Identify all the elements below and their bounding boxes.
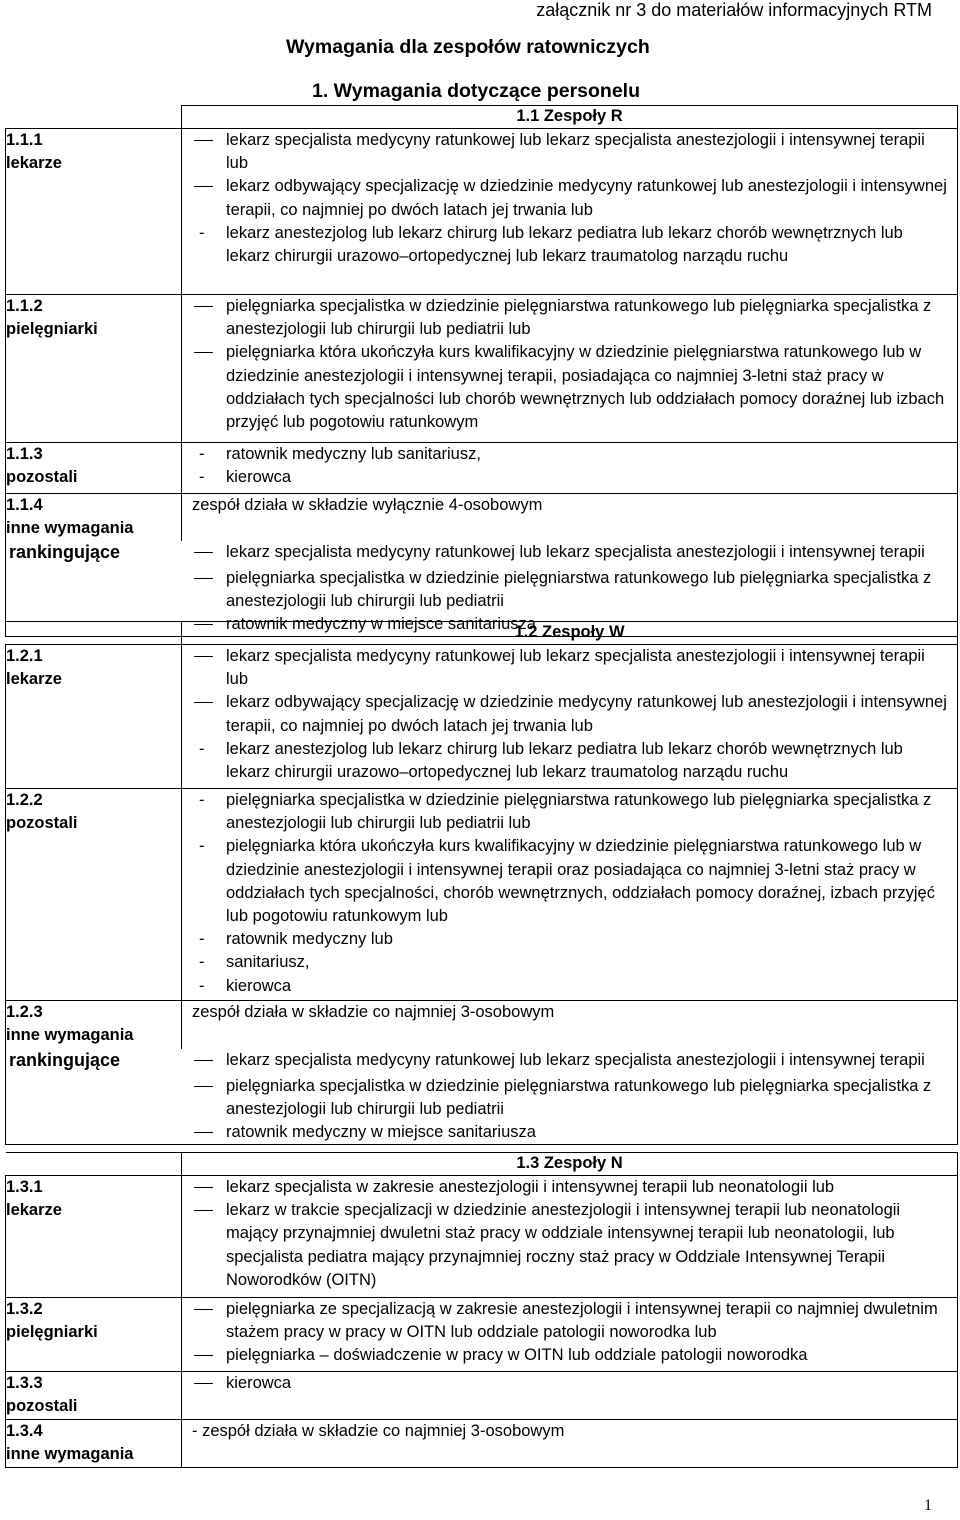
row-content <box>182 1372 958 1420</box>
row-label <box>6 1176 182 1298</box>
attachment-note: załącznik nr 3 do materiałów informacyjnych RTM <box>536 0 932 20</box>
row-label <box>6 443 182 494</box>
list-item: - kierowca <box>182 975 957 998</box>
team-title-cell <box>6 622 182 645</box>
row-label <box>6 1372 182 1420</box>
list-item: lekarz odbywający specjalizację w dziedzinie medycyny ratunkowej lub anestezjologii i intensywnej terapii, co najmniej po dwóch latach jej trwania lub <box>182 691 957 737</box>
row-label <box>6 645 182 789</box>
list-item: - lekarz anestezjolog lub lekarz chirurg lub lekarz pediatra lub lekarz chorób wewnętrznych lub lekarz chirurgii urazowo–ortopedycznej lub lekarz traumatolog narządu ruchu <box>182 738 957 784</box>
row-content <box>182 645 958 789</box>
row-number: 1.3.4 <box>6 1422 43 1440</box>
row-number: 1.3.2 <box>6 1300 43 1318</box>
section-heading: 1. Wymagania dotyczące personelu <box>312 80 641 102</box>
team-r-table <box>5 105 958 637</box>
ranking-row <box>6 1049 958 1145</box>
row-label <box>6 295 182 443</box>
list-item: - lekarz anestezjolog lub lekarz chirurg lub lekarz pediatra lub lekarz chorób wewnętrznych lub lekarz chirurgii urazowo–ortopedycznej lub lekarz traumatolog narządu ruchu <box>182 222 957 268</box>
row-name: lekarze <box>6 670 62 688</box>
list-item: lekarz specjalista medycyny ratunkowej lub lekarz specjalista anestezjologii i intensywnej terapii lub <box>182 129 957 175</box>
list-item: lekarz specjalista medycyny ratunkowej lub lekarz specjalista anestezjologii i intensywnej terapii <box>182 1049 957 1072</box>
row-number: 1.1.3 <box>6 445 43 463</box>
row-name: inne wymagania <box>6 1026 134 1044</box>
team-size-note: - zespół działa w składzie co najmniej 3-osobowym <box>192 1422 565 1440</box>
list-item: pielęgniarka ze specjalizacją w zakresie anestezjologii i intensywnej terapii co najmniej dwuletnim stażem pracy w pracy w OITN lub oddziale patologii noworodka lub <box>182 1298 957 1344</box>
list-item: - pielęgniarka specjalistka w dziedzinie pielęgniarstwa ratunkowego lub pielęgniarka specjalistka z anestezjologii lub chirurgii lub pediatrii lub <box>182 789 957 835</box>
list-item: ratownik medyczny w miejsce sanitariusza <box>182 1121 957 1144</box>
team-title-cell <box>6 106 182 129</box>
row-content <box>182 494 958 541</box>
list-item: lekarz specjalista w zakresie anestezjologii i intensywnej terapii lub neonatologii lub <box>182 1176 957 1199</box>
row-number: 1.3.3 <box>6 1374 43 1392</box>
row-name: pozostali <box>6 468 78 486</box>
row-content <box>182 443 958 494</box>
row-label <box>6 789 182 1001</box>
row-name: pozostali <box>6 814 78 832</box>
page-number: 1 <box>924 1497 932 1514</box>
list-item: pielęgniarka specjalistka w dziedzinie pielęgniarstwa ratunkowego lub pielęgniarka specjalistka z anestezjologii lub chirurgii lub pediatrii <box>182 567 957 613</box>
team-w-table <box>5 621 958 1145</box>
team-size-note: zespół działa w składzie co najmniej 3-osobowym <box>192 1003 555 1021</box>
row-number: 1.3.1 <box>6 1178 43 1196</box>
list-item: - ratownik medyczny lub sanitariusz, <box>182 443 957 466</box>
row-content <box>182 1420 958 1468</box>
row-number: 1.2.3 <box>6 1003 43 1021</box>
team-size-note: zespół działa w składzie wyłącznie 4-osobowym <box>192 496 543 514</box>
row-name: lekarze <box>6 1201 62 1219</box>
ranking-label: rankingujące <box>9 541 121 562</box>
row-label <box>6 494 182 541</box>
row-content <box>182 295 958 443</box>
row-content <box>182 129 958 295</box>
list-item: pielęgniarka specjalistka w dziedzinie pielęgniarstwa ratunkowego lub pielęgniarka specjalistka z anestezjologii lub chirurgii lub pediatrii lub <box>182 295 957 341</box>
list-item: lekarz specjalista medycyny ratunkowej lub lekarz specjalista anestezjologii i intensywnej terapii <box>182 541 957 564</box>
list-item: pielęgniarka która ukończyła kurs kwalifikacyjny w dziedzinie pielęgniarstwa ratunkowego lub w dziedzinie anestezjologii i intensywnej terapii, posiadająca co najmniej 3-letni staż pracy w oddziałach tych specjalności lub chorób wewnętrznych lub oddziałach pomocy doraźnej lub izbach przyjęć lub pogotowiu ratunkowym <box>182 341 957 434</box>
row-number: 1.1.4 <box>6 496 43 514</box>
list-item: lekarz w trakcie specjalizacji w dziedzinie anestezjologii i intensywnej terapii lub neonatologii mający przynajmniej dwuletni staż pracy w oddziale intensywnej terapii lub neonatologii, lub specjalista pediatra mający przynajmniej roczny staż pracy w Oddziale Intensywnej Terapii Noworodków (OITN) <box>182 1199 957 1292</box>
list-item: kierowca <box>182 1372 957 1395</box>
team-n-table <box>5 1152 958 1468</box>
row-content <box>182 1001 958 1049</box>
list-item: pielęgniarka specjalistka w dziedzinie pielęgniarstwa ratunkowego lub pielęgniarka specjalistka z anestezjologii lub chirurgii lub pediatrii <box>182 1075 957 1121</box>
row-number: 1.1.2 <box>6 297 43 315</box>
row-name: inne wymagania <box>6 1445 134 1463</box>
team-w-title: 1.2 Zespoły W <box>182 622 958 645</box>
row-number: 1.2.1 <box>6 647 43 665</box>
row-number: 1.2.2 <box>6 791 43 809</box>
team-n-title: 1.3 Zespoły N <box>182 1153 958 1176</box>
list-item: lekarz specjalista medycyny ratunkowej lub lekarz specjalista anestezjologii i intensywnej terapii lub <box>182 645 957 691</box>
document-title: Wymagania dla zespołów ratowniczych <box>286 36 650 58</box>
list-item: - pielęgniarka która ukończyła kurs kwalifikacyjny w dziedzinie pielęgniarstwa ratunkowego lub w dziedzinie anestezjologii i intensywnej terapii oraz posiadająca co najmniej 3-letni staż pracy w oddziałach tych specjalności, chorób wewnętrznych, oddziałach pomocy doraźnej, izbach przyjęć lub pogotowiu ratunkowym lub <box>182 835 957 928</box>
team-r-title: 1.1 Zespoły R <box>182 106 958 129</box>
list-item: ratownik medyczny w miejsce sanitariusza <box>182 613 957 636</box>
list-item: - ratownik medyczny lub <box>182 928 957 951</box>
row-number: 1.1.1 <box>6 131 43 149</box>
list-item: lekarz odbywający specjalizację w dziedzinie medycyny ratunkowej lub anestezjologii i intensywnej terapii, co najmniej po dwóch latach jej trwania lub <box>182 175 957 221</box>
list-item: - sanitariusz, <box>182 951 957 974</box>
ranking-label: rankingujące <box>9 1049 121 1070</box>
row-name: pielęgniarki <box>6 1323 98 1341</box>
row-content <box>182 1298 958 1372</box>
row-name: inne wymagania <box>6 519 134 537</box>
row-label <box>6 129 182 295</box>
row-label <box>6 1420 182 1468</box>
row-name: lekarze <box>6 154 62 172</box>
row-label <box>6 1001 182 1049</box>
row-label <box>6 1298 182 1372</box>
row-name: pielęgniarki <box>6 320 98 338</box>
row-name: pozostali <box>6 1397 78 1415</box>
team-title-cell <box>6 1153 182 1176</box>
list-item: pielęgniarka – doświadczenie w pracy w OITN lub oddziale patologii noworodka <box>182 1344 957 1367</box>
list-item: - kierowca <box>182 466 957 489</box>
row-content <box>182 1176 958 1298</box>
row-content <box>182 789 958 1001</box>
